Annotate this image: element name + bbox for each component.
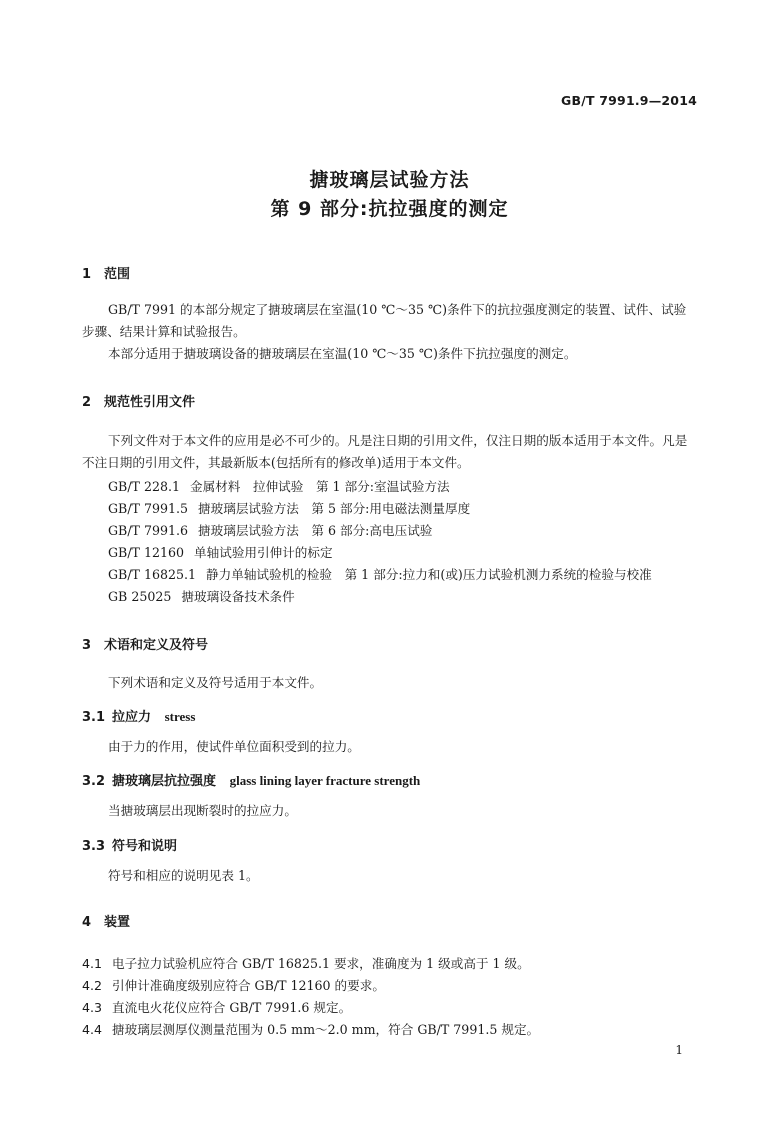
term-3-1-definition: 由于力的作用，使试件单位面积受到的拉力。 [108,739,360,754]
item-number: 4.4 [82,1022,103,1037]
reference-item [108,586,295,605]
term-english: glass lining layer fracture strength [229,773,421,788]
item-number: 4.3 [82,1000,103,1015]
section-2-paragraph-1: 下列文件对于本文件的应用是必不可少的。凡是注日期的引用文件，仅注日期的版本适用于本文件。凡是不注日期的引用文件，其最新版本(包括所有的修改单)适用于本文件。 [82,433,688,470]
reference-title: 搪玻璃设备技术条件 [181,589,295,604]
item-text: 电子拉力试验机应符合 GB/T 16825.1 要求，准确度为 1 级或高于 1 级。 [112,956,530,971]
section-number: 2 [82,395,92,410]
subsection-title: 符号和说明 [112,839,178,854]
section-number: 4 [82,915,92,930]
term-title: 拉应力 [112,710,152,725]
reference-title: 金属材料 拉伸试验 第 1 部分:室温试验方法 [190,479,450,494]
apparatus-item [82,975,385,994]
section-title: 范围 [104,267,131,282]
apparatus-item [82,953,530,972]
section-title: 术语和定义及符号 [104,638,209,653]
section-title: 装置 [104,915,131,930]
reference-code: GB/T 12160 [108,545,185,560]
subsection-3-3-heading [82,835,177,854]
section-3-heading [82,634,208,653]
section-title: 规范性引用文件 [104,395,196,410]
term-3-2-definition: 当搪玻璃层出现断裂时的拉应力。 [108,803,297,818]
item-text: 搪玻璃层测厚仪测量范围为 0.5 mm～2.0 mm，符合 GB/T 7991.5 规定。 [112,1022,540,1037]
item-number: 4.1 [82,956,103,971]
reference-code: GB/T 7991.5 [108,501,189,516]
item-text: 引伸计准确度级别应符合 GB/T 12160 的要求。 [112,978,385,993]
subsection-number: 3.3 [82,839,106,854]
section-2-heading [82,391,195,410]
reference-code: GB/T 228.1 [108,479,181,494]
term-title: 搪玻璃层抗拉强度 [112,774,217,789]
reference-title: 静力单轴试验机的检验 第 1 部分:拉力和(或)压力试验机测力系统的检验与校准 [206,567,652,582]
section-1-paragraph-1: GB/T 7991 的本部分规定了搪玻璃层在室温(10 ℃～35 ℃)条件下的抗拉强度测定的装置、试件、试验步骤、结果计算和试验报告。 [82,302,687,339]
reference-code: GB/T 7991.6 [108,523,189,538]
subsection-3-2-heading [82,770,420,789]
section-number: 3 [82,638,92,653]
reference-code: GB 25025 [108,589,172,604]
reference-title: 搪玻璃层试验方法 第 6 部分:高电压试验 [198,523,433,538]
section-number: 1 [82,267,92,282]
apparatus-item [82,997,351,1016]
reference-item [108,498,470,517]
item-text: 直流电火花仪应符合 GB/T 7991.6 规定。 [112,1000,352,1015]
section-4-heading [82,911,130,930]
subsection-number: 3.2 [82,774,106,789]
subsection-number: 3.1 [82,710,106,725]
reference-title: 单轴试验用引伸计的标定 [194,545,333,560]
document-title-line2: 第 9 部分:抗拉强度的测定 [270,198,509,220]
reference-item [108,476,450,495]
standard-code: GB/T 7991.9—2014 [561,93,697,108]
section-1-paragraph-2: 本部分适用于搪玻璃设备的搪玻璃层在室温(10 ℃～35 ℃)条件下抗拉强度的测定。 [108,346,577,361]
reference-item [108,542,333,561]
section-1-heading [82,263,130,282]
reference-title: 搪玻璃层试验方法 第 5 部分:用电磁法测量厚度 [198,501,471,516]
subsection-3-1-heading [82,706,195,725]
apparatus-item [82,1019,539,1038]
subsection-3-3-body: 符号和相应的说明见表 1。 [108,868,259,883]
reference-code: GB/T 16825.1 [108,567,197,582]
page-number: 1 [675,1043,683,1057]
reference-item [108,520,432,539]
item-number: 4.2 [82,978,103,993]
term-english: stress [164,709,196,724]
section-3-paragraph-1: 下列术语和定义及符号适用于本文件。 [108,675,323,690]
document-title-line1: 搪玻璃层试验方法 [309,169,470,191]
reference-item [108,564,652,583]
